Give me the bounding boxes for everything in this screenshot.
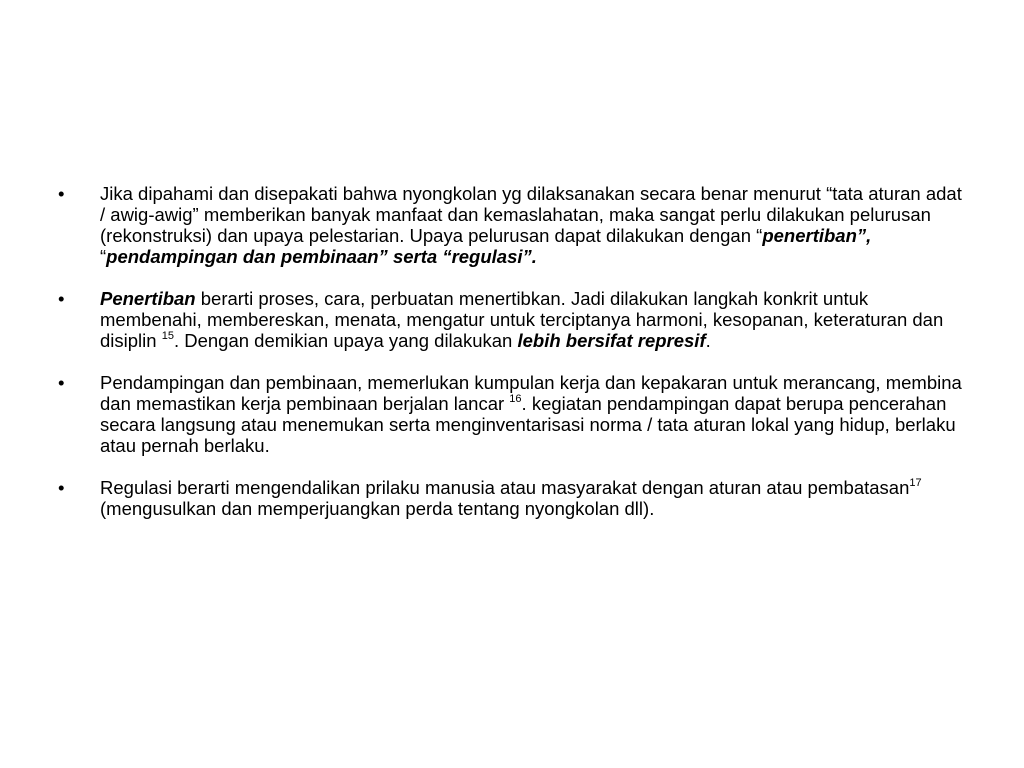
- bullet-text: Pendampingan dan pembinaan, memerlukan kumpulan kerja dan kepakaran untuk merancang, membina dan memastikan kerja pembinaan berjalan lancar: [100, 372, 962, 414]
- bullet-text: Regulasi berarti mengendalikan prilaku manusia atau masyarakat dengan aturan atau pembatasan: [100, 477, 910, 498]
- bullet-item-pendampingan: [58, 372, 968, 456]
- footnote-ref: 16: [509, 392, 522, 405]
- bullet-icon: •: [58, 183, 65, 204]
- bullet-text: . kegiatan pendampingan dapat berupa pencerahan secara langsung atau menemukan serta menginventarisasi norma / tata aturan lokal yang hidup, berlaku atau pernah berlaku.: [100, 393, 956, 456]
- bold-term-penertiban: penertiban”,: [762, 225, 872, 246]
- bold-term-pendampingan-regulasi: pendampingan dan pembinaan” serta “regulasi”.: [106, 246, 537, 267]
- bullet-text: . Dengan demikian upaya yang dilakukan: [173, 330, 518, 351]
- bullet-text: (mengusulkan dan memperjuangkan perda tentang nyongkolan dll).: [100, 498, 655, 519]
- bullet-list: [58, 183, 968, 540]
- bullet-item-reconstruction: [58, 183, 968, 267]
- bullet-text: berarti proses, cara, perbuatan menertibkan. Jadi dilakukan langkah konkrit untuk membenahi, membereskan, menata, mengatur untuk terciptanya harmoni, kesopanan, keteraturan dan disiplin: [100, 288, 944, 351]
- bullet-text: Jika dipahami dan disepakati bahwa nyongkolan yg dilaksanakan secara benar menurut “tata aturan adat / awig-awig” memberikan banyak manfaat dan kemaslahatan, maka sangat perlu dilakukan pelurusan (rekonstruksi) dan upaya pelestarian. Upaya pelurusan dapat dilakukan dengan “: [100, 183, 962, 246]
- bullet-item-regulasi: [58, 477, 968, 519]
- bullet-icon: •: [58, 372, 65, 393]
- bold-term-penertiban: Penertiban: [100, 288, 196, 309]
- bullet-icon: •: [58, 477, 65, 498]
- bullet-text: .: [705, 330, 711, 351]
- bullet-icon: •: [58, 288, 65, 309]
- footnote-ref: 17: [909, 476, 922, 489]
- footnote-ref: 15: [161, 329, 174, 342]
- bullet-text: “: [100, 246, 107, 267]
- bullet-item-penertiban: [58, 288, 968, 351]
- bold-term-represif: lebih bersifat represif: [517, 330, 706, 351]
